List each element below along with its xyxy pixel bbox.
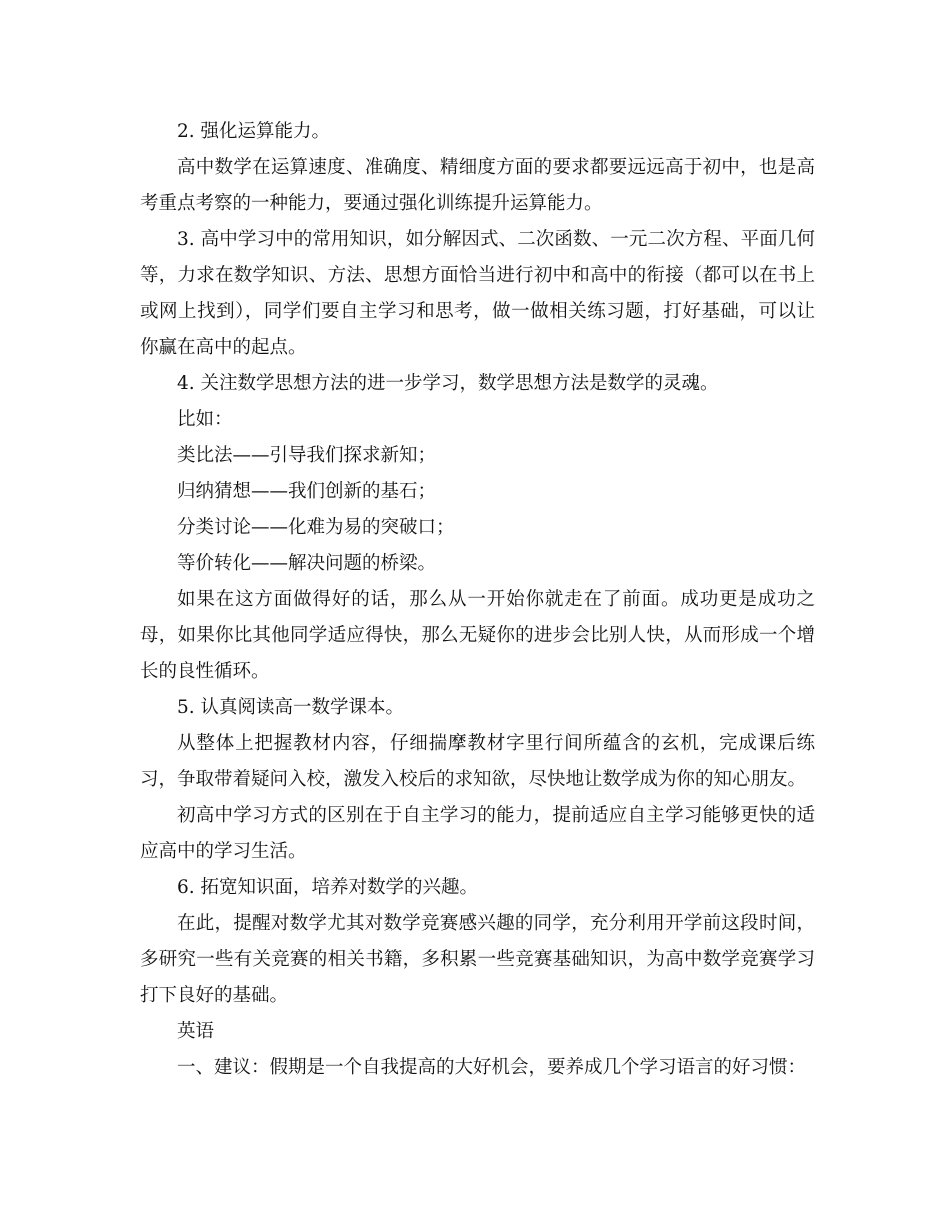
document-body: [140, 114, 815, 1086]
paragraph-english-advice: 一、建议：假期是一个自我提高的大好机会，要养成几个学习语言的好习惯：: [177, 1057, 807, 1078]
paragraph-success: 如果在这方面做得好的话，那么从一开始你就走在了前面。成功更是成功之母，如果你比其他同学适应得快，那么无疑你的进步会比别人快，从而形成一个增长的良性循环。: [140, 589, 815, 682]
paragraph-textbook: 从整体上把握教材内容，仔细揣摩教材字里行间所蕴含的玄机，完成课后练习，争取带着疑问入校，激发入校后的求知欲，尽快地让数学成为你的知心朋友。: [140, 733, 815, 790]
paragraph-self-study: 初高中学习方式的区别在于自主学习的能力，提前适应自主学习能够更快的适应高中的学习生活。: [140, 805, 815, 862]
heading-read-textbook: 5. 认真阅读高一数学课本。: [177, 697, 405, 718]
heading-computation: 2. 强化运算能力。: [177, 121, 331, 142]
heading-math-thinking: 4. 关注数学思想方法的进一步学习，数学思想方法是数学的灵魂。: [177, 373, 719, 394]
list-item-equivalence: 等价转化——解决问题的桥梁。: [177, 553, 437, 574]
paragraph-competition: 在此，提醒对数学尤其对数学竞赛感兴趣的同学，充分利用开学前这段时间，多研究一些有关竞赛的相关书籍，多积累一些竞赛基础知识，为高中数学竞赛学习打下良好的基础。: [140, 913, 815, 1006]
list-item-classification: 分类讨论——化难为易的突破口；: [177, 517, 455, 538]
heading-broaden-knowledge: 6. 拓宽知识面，培养对数学的兴趣。: [177, 877, 479, 898]
paragraph-computation: 高中数学在运算速度、准确度、精细度方面的要求都要远远高于初中，也是高考重点考察的一种能力，要通过强化训练提升运算能力。: [140, 157, 815, 214]
list-item-induction: 归纳猜想——我们创新的基石；: [177, 481, 437, 502]
list-item-analogy: 类比法——引导我们探求新知；: [177, 445, 437, 466]
heading-english: 英语: [177, 1021, 215, 1042]
paragraph-examples-intro: 比如：: [177, 409, 233, 430]
paragraph-common-knowledge: 3. 高中学习中的常用知识，如分解因式、二次函数、一元二次方程、平面几何等，力求在数学知识、方法、思想方面恰当进行初中和高中的衔接（都可以在书上或网上找到），同学们要自主学习和思考，做一做相关练习题，打好基础，可以让你赢在高中的起点。: [140, 229, 815, 358]
